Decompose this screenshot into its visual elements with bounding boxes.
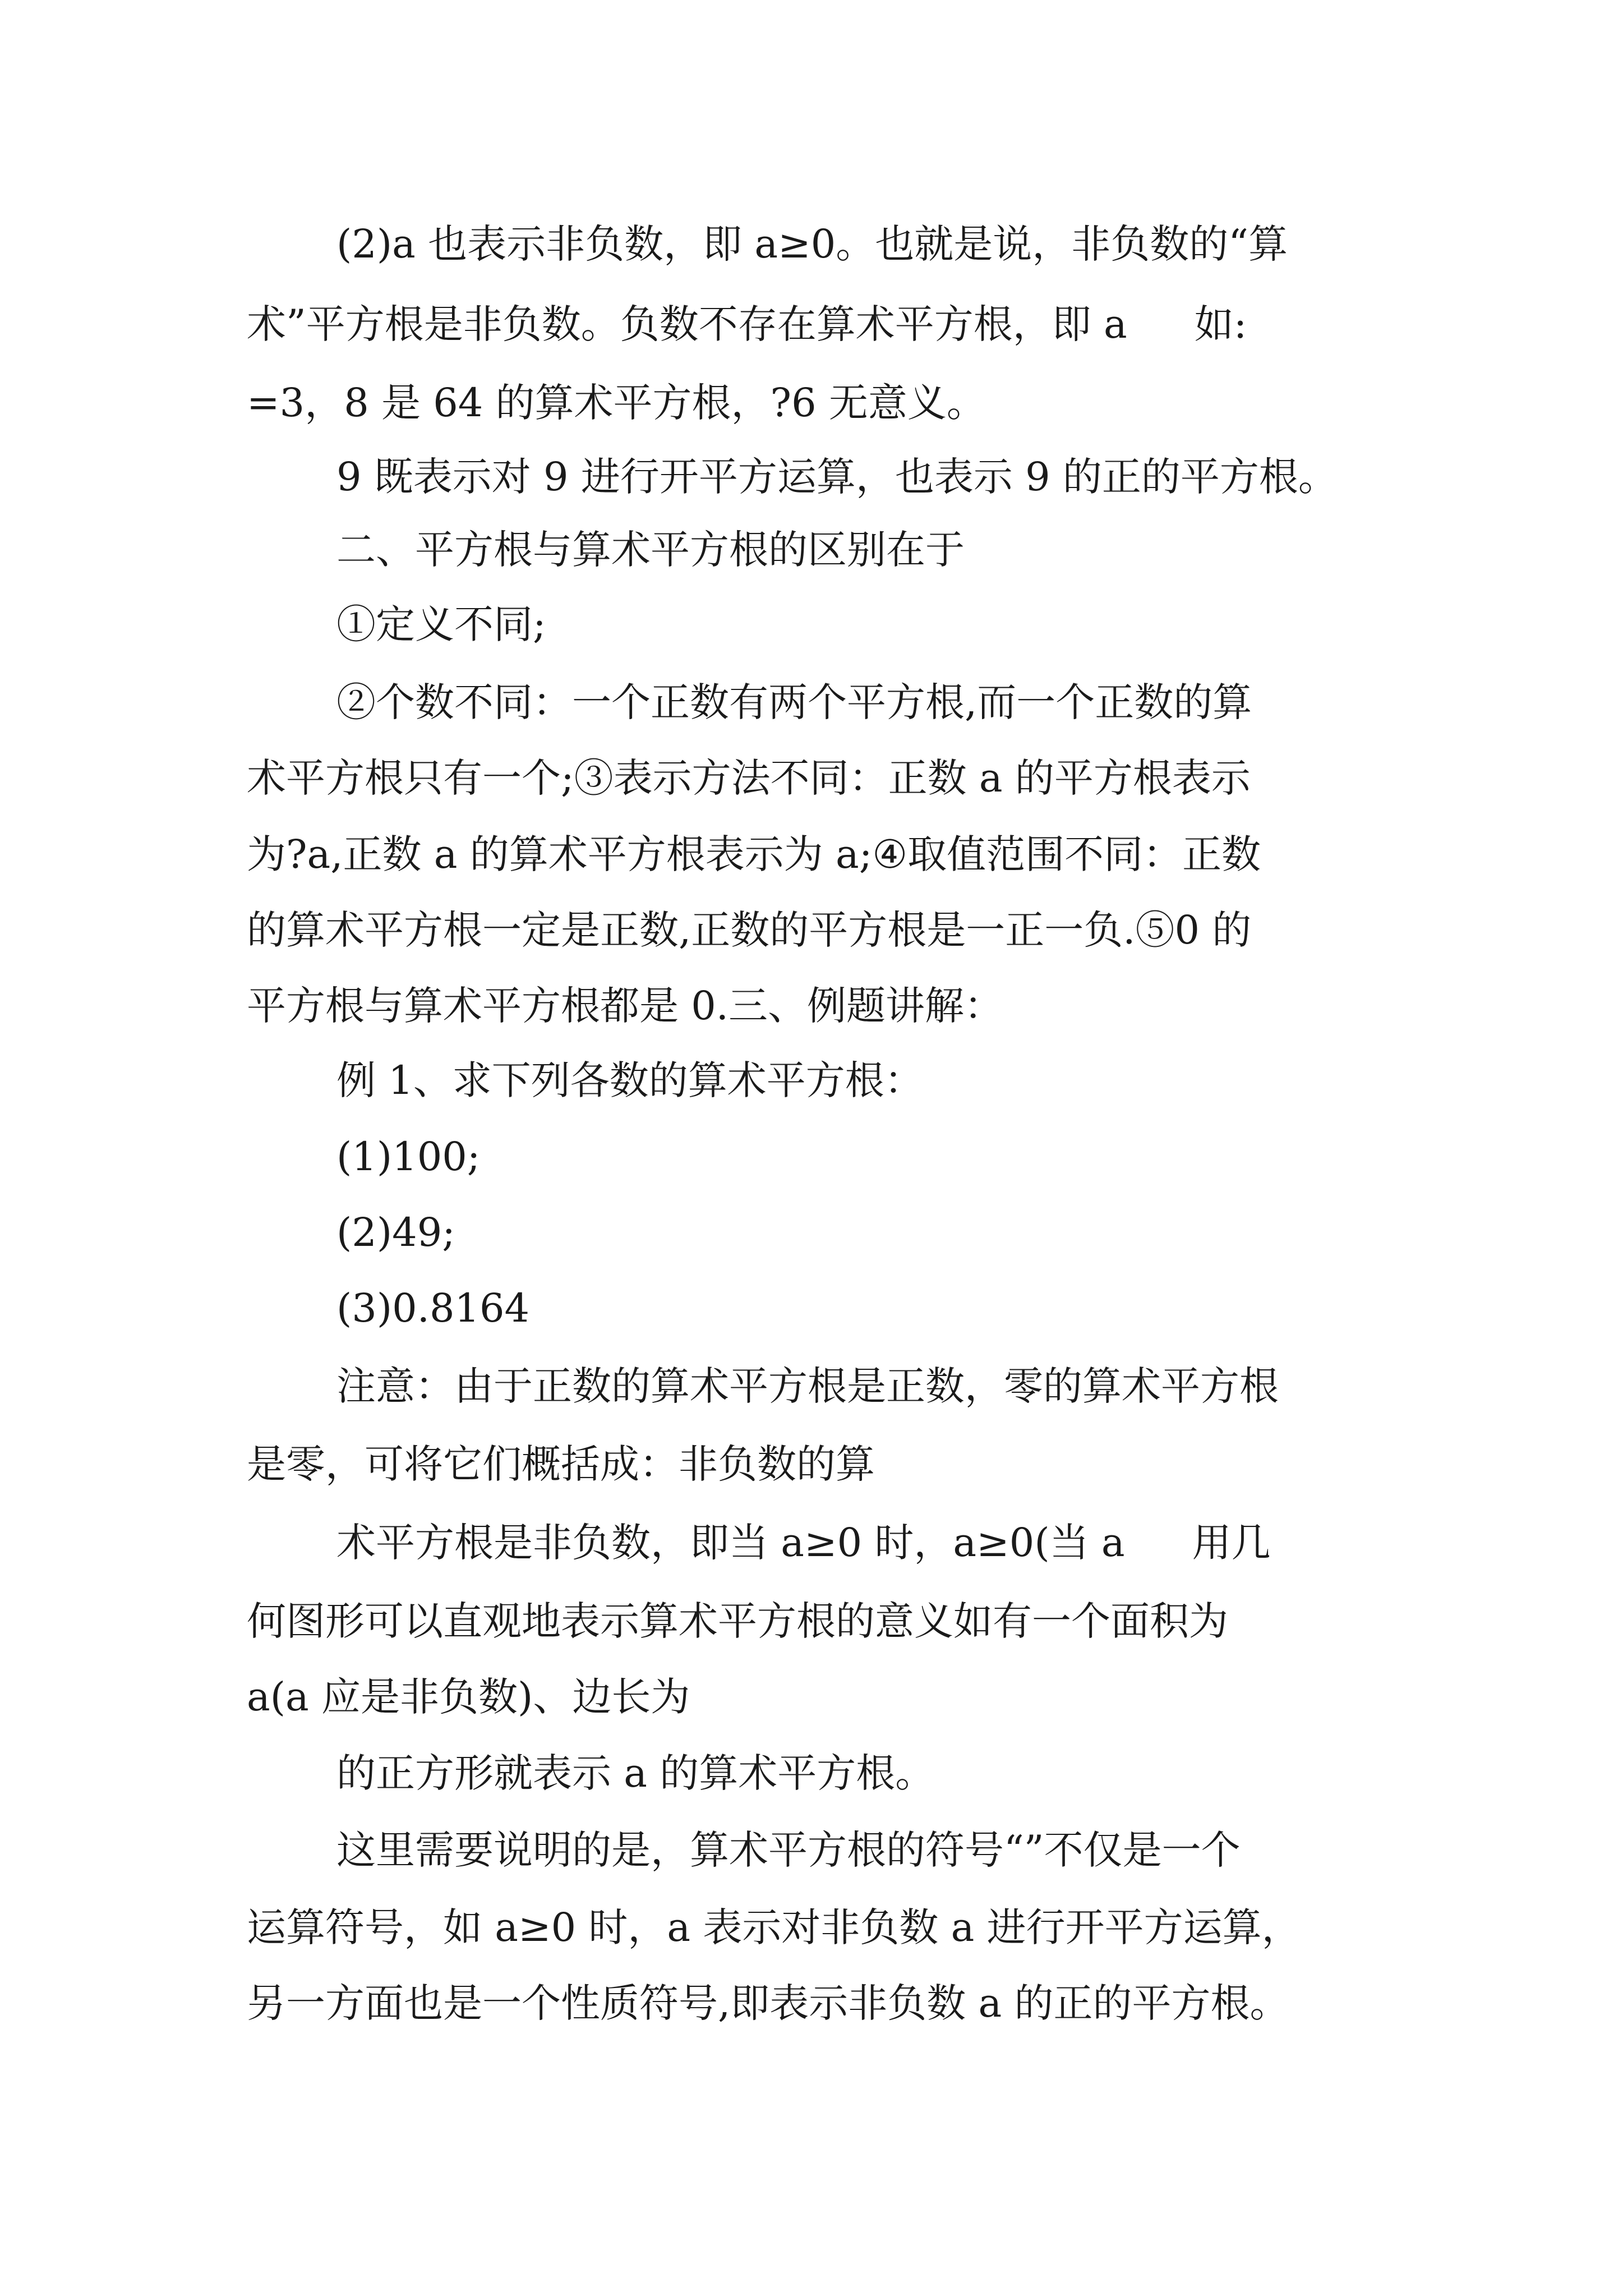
example-heading: 例 1、求下列各数的算术平方根：	[336, 1057, 924, 1103]
paragraph-line: 是零，可将它们概括成：非负数的算	[247, 1441, 875, 1487]
paragraph-line	[336, 1515, 1271, 1571]
paragraph-line: 9 既表示对 9 进行开平方运算，也表示 9 的正的平方根。	[336, 454, 1338, 500]
paragraph-text: 术平方根是非负数，即当 a≥0 时，a≥0(当 a	[336, 1520, 1125, 1566]
paragraph-line: 的算术平方根一定是正数,正数的平方根是一正一负.⑤0 的	[247, 907, 1252, 953]
paragraph-line: ②个数不同：一个正数有两个平方根,而一个正数的算	[336, 679, 1252, 725]
paragraph-line: (2)a 也表示非负数，即 a≥0。也就是说，非负数的“算	[336, 221, 1288, 267]
paragraph-line: 术平方根只有一个;③表示方法不同：正数 a 的平方根表示	[247, 755, 1251, 801]
paragraph-line: 注意：由于正数的算术平方根是正数，零的算术平方根	[336, 1363, 1279, 1409]
paragraph-line: 为?a,正数 a 的算术平方根表示为 a;④取值范围不同：正数	[247, 831, 1261, 877]
paragraph-line: 这里需要说明的是，算术平方根的符号“”不仅是一个	[336, 1827, 1241, 1873]
paragraph-line: 运算符号，如 a≥0 时，a 表示对非负数 a 进行开平方运算，	[247, 1904, 1301, 1950]
paragraph-line: a(a 应是非负数)、边长为	[247, 1674, 690, 1720]
paragraph-line: =3，8 是 64 的算术平方根，?6 无意义。	[247, 380, 986, 426]
paragraph-text: 术”平方根是非负数。负数不存在算术平方根，即 a	[247, 301, 1127, 347]
section-heading: 二、平方根与算术平方根的区别在于	[336, 527, 965, 573]
paragraph-line: 的正方形就表示 a 的算术平方根。	[336, 1750, 935, 1796]
paragraph-line	[247, 296, 1247, 352]
paragraph-line: ①定义不同;	[336, 601, 546, 647]
paragraph-line: 何图形可以直观地表示算术平方根的意义如有一个面积为	[247, 1598, 1228, 1644]
example-item: (1)100;	[336, 1134, 481, 1180]
example-item: (2)49;	[336, 1209, 455, 1255]
paragraph-text: 如:	[1194, 301, 1247, 347]
paragraph-text: 用几	[1192, 1520, 1271, 1566]
example-item: (3)0.8164	[336, 1285, 530, 1331]
paragraph-line: 另一方面也是一个性质符号,即表示非负数 a 的正的平方根。	[247, 1980, 1289, 2026]
paragraph-line: 平方根与算术平方根都是 0.三、例题讲解：	[247, 983, 1004, 1029]
